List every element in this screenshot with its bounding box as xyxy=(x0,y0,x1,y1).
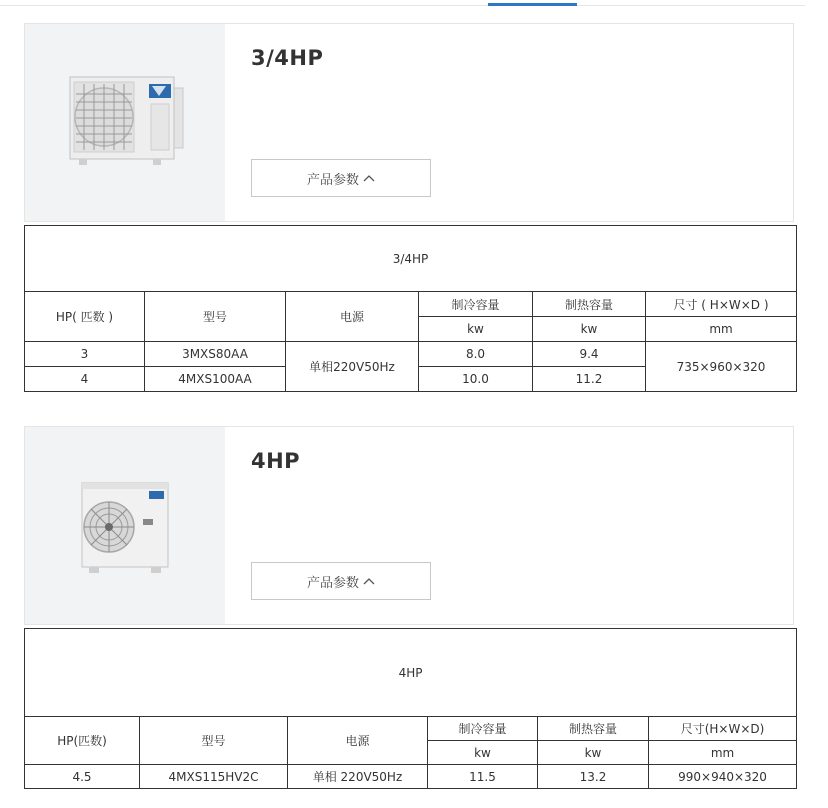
outdoor-unit-image xyxy=(67,74,187,168)
header-power: 电源 xyxy=(286,292,419,342)
cell-cooling: 10.0 xyxy=(419,367,533,392)
cell-model: 3MXS80AA xyxy=(145,342,286,367)
chevron-up-icon xyxy=(363,577,375,585)
chevron-up-icon xyxy=(363,174,375,182)
product-title: 4HP xyxy=(251,449,301,473)
cell-power: 单相 220V50Hz xyxy=(288,765,428,789)
table-caption: 3/4HP xyxy=(25,226,797,292)
header-cooling-unit: kw xyxy=(428,741,538,765)
header-heating: 制热容量 xyxy=(538,717,649,741)
product-params-button[interactable] xyxy=(251,562,431,600)
cell-hp: 4.5 xyxy=(25,765,140,789)
header-size: 尺寸(H×W×D) xyxy=(649,717,797,741)
spec-table-3-4hp xyxy=(24,225,797,392)
table-caption: 4HP xyxy=(25,629,797,717)
product-image-box xyxy=(25,24,225,221)
cell-heating: 13.2 xyxy=(538,765,649,789)
cell-heating: 9.4 xyxy=(533,342,646,367)
product-card-4hp xyxy=(24,426,794,625)
cell-size: 735×960×320 xyxy=(646,342,797,392)
header-cooling: 制冷容量 xyxy=(419,292,533,317)
params-button-label: 产品参数 xyxy=(306,575,359,591)
cell-cooling: 11.5 xyxy=(428,765,538,789)
params-button-label: 产品参数 xyxy=(306,172,359,188)
header-size-unit: mm xyxy=(646,317,797,342)
product-image-box xyxy=(25,427,225,624)
cell-hp: 3 xyxy=(25,342,145,367)
product-params-button[interactable] xyxy=(251,159,431,197)
header-size-unit: mm xyxy=(649,741,797,765)
top-divider xyxy=(0,5,805,6)
header-cooling-unit: kw xyxy=(419,317,533,342)
cell-power: 单相220V50Hz xyxy=(286,342,419,392)
table-row xyxy=(25,765,797,789)
cell-cooling: 8.0 xyxy=(419,342,533,367)
header-cooling: 制冷容量 xyxy=(428,717,538,741)
table-row xyxy=(25,342,797,367)
product-title: 3/4HP xyxy=(251,46,324,70)
outdoor-unit-image xyxy=(79,479,173,575)
header-model: 型号 xyxy=(140,717,288,765)
cell-hp: 4 xyxy=(25,367,145,392)
header-power: 电源 xyxy=(288,717,428,765)
cell-model: 4MXS115HV2C xyxy=(140,765,288,789)
cell-heating: 11.2 xyxy=(533,367,646,392)
cell-model: 4MXS100AA xyxy=(145,367,286,392)
header-heating: 制热容量 xyxy=(533,292,646,317)
header-hp: HP( 匹数 ) xyxy=(25,292,145,342)
header-heating-unit: kw xyxy=(538,741,649,765)
spec-table-4hp xyxy=(24,628,797,789)
header-size: 尺寸 ( H×W×D ) xyxy=(646,292,797,317)
product-card-3-4hp xyxy=(24,23,794,222)
header-model: 型号 xyxy=(145,292,286,342)
cell-size: 990×940×320 xyxy=(649,765,797,789)
header-hp: HP(匹数) xyxy=(25,717,140,765)
active-tab-indicator xyxy=(488,3,577,6)
header-heating-unit: kw xyxy=(533,317,646,342)
